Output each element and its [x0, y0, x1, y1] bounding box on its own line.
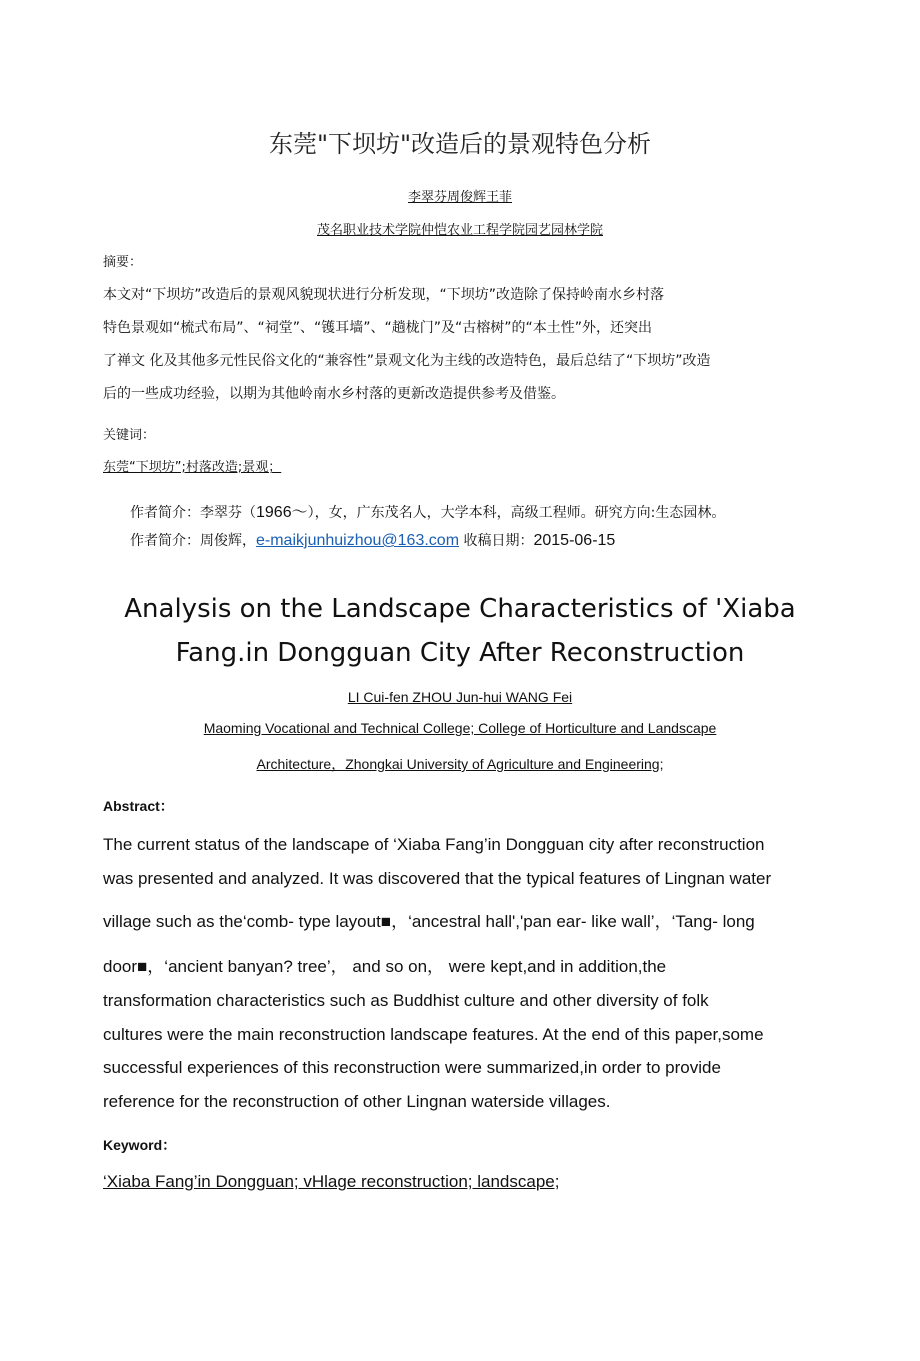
author-bio-1-suffix: ），女，广东茂名人，大学本科，高级工程师。研究方向:生态园林。 [307, 505, 726, 521]
received-date-label: 收稿日期： [459, 533, 534, 549]
chinese-affiliation[interactable]: 茂名职业技术学院仲恺农业工程学院园艺园林学院 [316, 223, 603, 238]
author-bio-2 [130, 530, 615, 550]
author-bio-2-prefix: 作者简介：周俊辉， [130, 533, 256, 549]
english-abstract-line: transformation characteristics such as Buddhist culture and other diversity of folk [103, 991, 709, 1010]
english-affiliation-line-1[interactable]: Maoming Vocational and Technical College; College of Horticulture and Landscape [203, 720, 717, 736]
english-abstract-line: successful experiences of this reconstruction were summarized,in order to provide [103, 1058, 721, 1077]
chinese-keywords[interactable]: 东莞“下坝坊”;村落改造;景观； [103, 460, 282, 475]
author-bio-1 [130, 499, 725, 522]
english-abstract-line: The current status of the landscape of ‘Xiaba Fang’in Dongguan city after reconstruction [103, 835, 765, 854]
english-abstract-line: reference for the reconstruction of other Lingnan waterside villages. [103, 1092, 611, 1111]
english-abstract-line: village such as the‘comb- type layout■，‘ancestral hall','pan ear- like wall’，‘Tang- long [103, 912, 755, 931]
chinese-title: 东莞"下坝坊"改造后的景观特色分析 [268, 130, 652, 158]
english-abstract-line: door■，‘ancient banyan? tree’， and so on， were kept,and in addition,the [103, 957, 667, 976]
english-affiliation-line-2[interactable]: Architecture，Zhongkai University of Agriculture and Engineering; [256, 756, 664, 772]
author-email-link[interactable]: e-maikjunhuizhou@163.com [256, 532, 460, 549]
english-keywords-label: Keyword： [103, 1137, 177, 1153]
english-title-line-2: Fang.in Dongguan City After Reconstruction [175, 638, 745, 668]
author-bio-1-year: 1966～ [256, 504, 308, 521]
chinese-abstract-line: 了禅文 化及其他多元性民俗文化的“兼容性”景观文化为主线的改造特色，最后总结了“下坝坊”改造 [103, 353, 711, 369]
english-abstract-line: cultures were the main reconstruction landscape features. At the end of this paper,some [103, 1025, 764, 1044]
english-abstract-line: was presented and analyzed. It was discovered that the typical features of Lingnan water [103, 869, 772, 888]
author-bio-1-prefix: 作者简介：李翠芬（ [130, 505, 256, 521]
chinese-abstract-line: 特色景观如“梳式布局”、“祠堂”、“镬耳墙”、“趟栊门”及“古榕树”的“本土性”外，还突出 [103, 320, 653, 336]
english-title-line-1: Analysis on the Landscape Characteristics of 'Xiaba [124, 594, 796, 624]
chinese-authors[interactable]: 李翠芬周俊辉王菲 [407, 190, 512, 205]
chinese-abstract-line: 本文对“下坝坊”改造后的景观风貌现状进行分析发现，“下坝坊”改造除了保持岭南水乡村落 [103, 287, 665, 303]
english-authors[interactable]: LI Cui-fen ZHOU Jun-hui WANG Fei [347, 689, 573, 705]
chinese-abstract-label: 摘要： [103, 255, 143, 270]
chinese-abstract-line: 后的一些成功经验，以期为其他岭南水乡村落的更新改造提供参考及借鉴。 [103, 386, 565, 402]
received-date: 2015-06-15 [533, 532, 616, 549]
chinese-keywords-label: 关键词： [103, 428, 156, 443]
english-keywords[interactable]: ‘Xiaba Fang’in Dongguan; vHlage reconstruction; landscape; [103, 1172, 560, 1191]
english-abstract-label: Abstract： [103, 798, 174, 814]
